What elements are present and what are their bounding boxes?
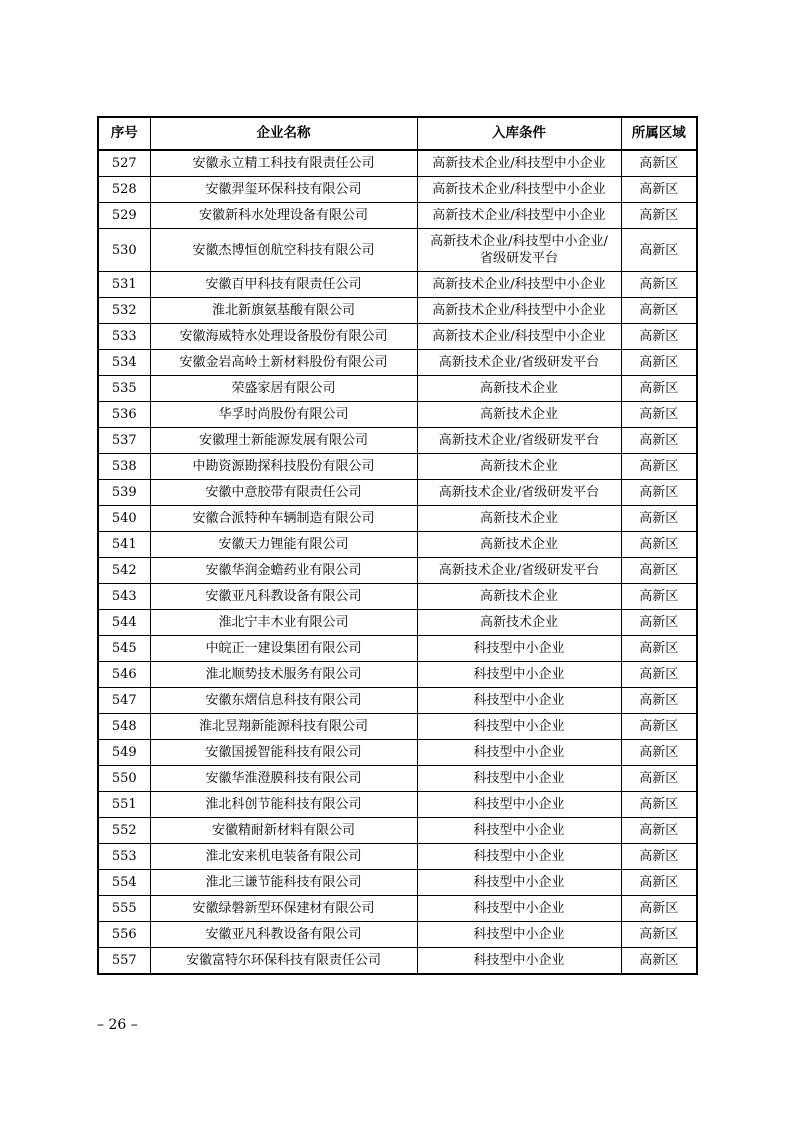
table-row <box>98 229 697 272</box>
company-name-cell: 安徽国援智能科技有限公司 <box>150 740 417 766</box>
region-cell: 高新区 <box>621 688 697 714</box>
admission-condition-line: 高新技术企业/省级研发平台 <box>438 355 600 370</box>
admission-condition-cell <box>417 298 621 324</box>
header-company-name: 企业名称 <box>150 117 417 150</box>
admission-condition-cell <box>417 203 621 229</box>
admission-condition-cell <box>417 662 621 688</box>
region-cell: 高新区 <box>621 792 697 818</box>
company-name-cell: 安徽亚凡科教设备有限公司 <box>150 584 417 610</box>
company-name-cell: 安徽合派特种车辆制造有限公司 <box>150 506 417 532</box>
region-cell: 高新区 <box>621 558 697 584</box>
admission-condition-line: 高新技术企业/科技型中小企业 <box>432 277 606 292</box>
region-cell: 高新区 <box>621 766 697 792</box>
table-row <box>98 896 697 922</box>
admission-condition-cell <box>417 558 621 584</box>
admission-condition-cell <box>417 532 621 558</box>
company-name-cell: 中皖正一建设集团有限公司 <box>150 636 417 662</box>
serial-number-cell: 547 <box>98 688 150 714</box>
region-cell: 高新区 <box>621 870 697 896</box>
admission-condition-line: 省级研发平台 <box>479 251 558 266</box>
table-row <box>98 636 697 662</box>
serial-number-cell: 549 <box>98 740 150 766</box>
admission-condition-cell <box>417 792 621 818</box>
admission-condition-cell <box>417 844 621 870</box>
serial-number-cell: 536 <box>98 402 150 428</box>
table-row <box>98 480 697 506</box>
region-cell: 高新区 <box>621 480 697 506</box>
admission-condition-line: 高新技术企业 <box>479 407 558 422</box>
table-row <box>98 272 697 298</box>
admission-condition-line: 高新技术企业 <box>479 615 558 630</box>
admission-condition-line: 科技型中小企业 <box>473 927 565 942</box>
company-name-cell: 淮北安来机电装备有限公司 <box>150 844 417 870</box>
admission-condition-cell <box>417 324 621 350</box>
company-name-cell: 安徽中意胶带有限责任公司 <box>150 480 417 506</box>
admission-condition-line: 高新技术企业/省级研发平台 <box>438 433 600 448</box>
region-cell: 高新区 <box>621 298 697 324</box>
admission-condition-cell <box>417 870 621 896</box>
admission-condition-cell <box>417 688 621 714</box>
serial-number-cell: 551 <box>98 792 150 818</box>
admission-condition-cell <box>417 402 621 428</box>
serial-number-cell: 534 <box>98 350 150 376</box>
serial-number-cell: 552 <box>98 818 150 844</box>
region-cell: 高新区 <box>621 402 697 428</box>
page-number: – 26 – <box>97 1017 138 1033</box>
region-cell: 高新区 <box>621 532 697 558</box>
company-name-cell: 淮北三谦节能科技有限公司 <box>150 870 417 896</box>
header-region: 所属区域 <box>621 117 697 150</box>
admission-condition-cell <box>417 428 621 454</box>
admission-condition-cell <box>417 818 621 844</box>
table-row <box>98 203 697 229</box>
admission-condition-line: 高新技术企业 <box>479 589 558 604</box>
table-row <box>98 298 697 324</box>
admission-condition-line: 科技型中小企业 <box>473 667 565 682</box>
region-cell: 高新区 <box>621 376 697 402</box>
table-row <box>98 177 697 203</box>
region-cell: 高新区 <box>621 662 697 688</box>
table-row <box>98 402 697 428</box>
serial-number-cell: 550 <box>98 766 150 792</box>
admission-condition-line: 高新技术企业 <box>479 381 558 396</box>
admission-condition-line: 高新技术企业/科技型中小企业 <box>432 208 606 223</box>
company-name-cell: 安徽金岩高岭土新材料股份有限公司 <box>150 350 417 376</box>
company-name-cell: 淮北宁丰木业有限公司 <box>150 610 417 636</box>
admission-condition-line: 高新技术企业/科技型中小企业 <box>432 182 606 197</box>
admission-condition-line: 科技型中小企业 <box>473 901 565 916</box>
serial-number-cell: 554 <box>98 870 150 896</box>
company-name-cell: 荣盛家居有限公司 <box>150 376 417 402</box>
company-name-cell: 安徽富特尔环保科技有限责任公司 <box>150 948 417 975</box>
admission-condition-line: 科技型中小企业 <box>473 823 565 838</box>
region-cell: 高新区 <box>621 177 697 203</box>
admission-condition-line: 高新技术企业 <box>479 459 558 474</box>
admission-condition-line: 高新技术企业/科技型中小企业/ <box>430 234 608 249</box>
table-row <box>98 558 697 584</box>
header-row <box>98 117 697 150</box>
serial-number-cell: 545 <box>98 636 150 662</box>
table-row <box>98 532 697 558</box>
company-name-cell: 安徽海威特水处理设备股份有限公司 <box>150 324 417 350</box>
table-body <box>98 150 697 974</box>
table-row <box>98 150 697 177</box>
serial-number-cell: 530 <box>98 229 150 272</box>
region-cell: 高新区 <box>621 350 697 376</box>
admission-condition-cell <box>417 584 621 610</box>
region-cell: 高新区 <box>621 584 697 610</box>
enterprise-table <box>97 116 698 975</box>
serial-number-cell: 555 <box>98 896 150 922</box>
company-name-cell: 安徽东熠信息科技有限公司 <box>150 688 417 714</box>
table-row <box>98 792 697 818</box>
company-name-cell: 安徽理士新能源发展有限公司 <box>150 428 417 454</box>
company-name-cell: 安徽绿磐新型环保建材有限公司 <box>150 896 417 922</box>
company-name-cell: 安徽精耐新材料有限公司 <box>150 818 417 844</box>
admission-condition-cell <box>417 454 621 480</box>
admission-condition-cell <box>417 636 621 662</box>
serial-number-cell: 532 <box>98 298 150 324</box>
region-cell: 高新区 <box>621 150 697 177</box>
admission-condition-line: 科技型中小企业 <box>473 875 565 890</box>
table-row <box>98 740 697 766</box>
region-cell: 高新区 <box>621 636 697 662</box>
admission-condition-cell <box>417 229 621 272</box>
serial-number-cell: 528 <box>98 177 150 203</box>
admission-condition-cell <box>417 150 621 177</box>
table-row <box>98 324 697 350</box>
table-row <box>98 844 697 870</box>
enterprise-table-container <box>97 116 696 975</box>
admission-condition-cell <box>417 610 621 636</box>
region-cell: 高新区 <box>621 506 697 532</box>
serial-number-cell: 535 <box>98 376 150 402</box>
admission-condition-line: 科技型中小企业 <box>473 641 565 656</box>
admission-condition-cell <box>417 766 621 792</box>
admission-condition-cell <box>417 272 621 298</box>
table-row <box>98 766 697 792</box>
admission-condition-cell <box>417 922 621 948</box>
region-cell: 高新区 <box>621 740 697 766</box>
company-name-cell: 安徽天力锂能有限公司 <box>150 532 417 558</box>
admission-condition-line: 高新技术企业/科技型中小企业 <box>432 156 606 171</box>
region-cell: 高新区 <box>621 714 697 740</box>
serial-number-cell: 529 <box>98 203 150 229</box>
company-name-cell: 淮北昱翔新能源科技有限公司 <box>150 714 417 740</box>
table-row <box>98 584 697 610</box>
region-cell: 高新区 <box>621 324 697 350</box>
company-name-cell: 安徽亚凡科教设备有限公司 <box>150 922 417 948</box>
admission-condition-cell <box>417 376 621 402</box>
admission-condition-cell <box>417 740 621 766</box>
table-row <box>98 506 697 532</box>
admission-condition-cell <box>417 506 621 532</box>
company-name-cell: 淮北新旗氨基酸有限公司 <box>150 298 417 324</box>
serial-number-cell: 556 <box>98 922 150 948</box>
region-cell: 高新区 <box>621 229 697 272</box>
header-serial-number: 序号 <box>98 117 150 150</box>
serial-number-cell: 540 <box>98 506 150 532</box>
admission-condition-cell <box>417 896 621 922</box>
table-row <box>98 818 697 844</box>
admission-condition-line: 科技型中小企业 <box>473 693 565 708</box>
table-row <box>98 376 697 402</box>
serial-number-cell: 539 <box>98 480 150 506</box>
table-row <box>98 350 697 376</box>
admission-condition-line: 科技型中小企业 <box>473 849 565 864</box>
admission-condition-line: 高新技术企业 <box>479 537 558 552</box>
company-name-cell: 华孚时尚股份有限公司 <box>150 402 417 428</box>
admission-condition-line: 高新技术企业/省级研发平台 <box>438 563 600 578</box>
table-header <box>98 117 697 150</box>
region-cell: 高新区 <box>621 610 697 636</box>
region-cell: 高新区 <box>621 454 697 480</box>
region-cell: 高新区 <box>621 948 697 975</box>
admission-condition-line: 高新技术企业/省级研发平台 <box>438 485 600 500</box>
serial-number-cell: 553 <box>98 844 150 870</box>
admission-condition-line: 科技型中小企业 <box>473 771 565 786</box>
region-cell: 高新区 <box>621 428 697 454</box>
admission-condition-cell <box>417 350 621 376</box>
table-row <box>98 688 697 714</box>
table-row <box>98 428 697 454</box>
company-name-cell: 安徽新科水处理设备有限公司 <box>150 203 417 229</box>
company-name-cell: 中勘资源勘探科技股份有限公司 <box>150 454 417 480</box>
region-cell: 高新区 <box>621 922 697 948</box>
table-row <box>98 662 697 688</box>
serial-number-cell: 531 <box>98 272 150 298</box>
company-name-cell: 淮北科创节能科技有限公司 <box>150 792 417 818</box>
admission-condition-line: 科技型中小企业 <box>473 719 565 734</box>
serial-number-cell: 543 <box>98 584 150 610</box>
region-cell: 高新区 <box>621 896 697 922</box>
company-name-cell: 安徽华润金蟾药业有限公司 <box>150 558 417 584</box>
serial-number-cell: 533 <box>98 324 150 350</box>
admission-condition-line: 高新技术企业 <box>479 511 558 526</box>
company-name-cell: 安徽百甲科技有限责任公司 <box>150 272 417 298</box>
serial-number-cell: 527 <box>98 150 150 177</box>
admission-condition-cell <box>417 177 621 203</box>
admission-condition-line: 高新技术企业/科技型中小企业 <box>432 329 606 344</box>
table-row <box>98 610 697 636</box>
serial-number-cell: 538 <box>98 454 150 480</box>
region-cell: 高新区 <box>621 844 697 870</box>
header-admission-condition: 入库条件 <box>417 117 621 150</box>
region-cell: 高新区 <box>621 203 697 229</box>
company-name-cell: 淮北顺势技术服务有限公司 <box>150 662 417 688</box>
serial-number-cell: 541 <box>98 532 150 558</box>
serial-number-cell: 548 <box>98 714 150 740</box>
admission-condition-cell <box>417 948 621 975</box>
admission-condition-line: 科技型中小企业 <box>473 745 565 760</box>
serial-number-cell: 557 <box>98 948 150 975</box>
table-row <box>98 454 697 480</box>
table-row <box>98 948 697 975</box>
serial-number-cell: 544 <box>98 610 150 636</box>
table-row <box>98 714 697 740</box>
admission-condition-line: 科技型中小企业 <box>473 797 565 812</box>
region-cell: 高新区 <box>621 272 697 298</box>
serial-number-cell: 546 <box>98 662 150 688</box>
company-name-cell: 安徽杰博恒创航空科技有限公司 <box>150 229 417 272</box>
table-row <box>98 870 697 896</box>
admission-condition-cell <box>417 480 621 506</box>
serial-number-cell: 537 <box>98 428 150 454</box>
admission-condition-line: 科技型中小企业 <box>473 953 565 968</box>
company-name-cell: 安徽华淮澄膜科技有限公司 <box>150 766 417 792</box>
company-name-cell: 安徽羿玺环保科技有限公司 <box>150 177 417 203</box>
table-row <box>98 922 697 948</box>
admission-condition-line: 高新技术企业/科技型中小企业 <box>432 303 606 318</box>
admission-condition-cell <box>417 714 621 740</box>
company-name-cell: 安徽永立精工科技有限责任公司 <box>150 150 417 177</box>
serial-number-cell: 542 <box>98 558 150 584</box>
region-cell: 高新区 <box>621 818 697 844</box>
